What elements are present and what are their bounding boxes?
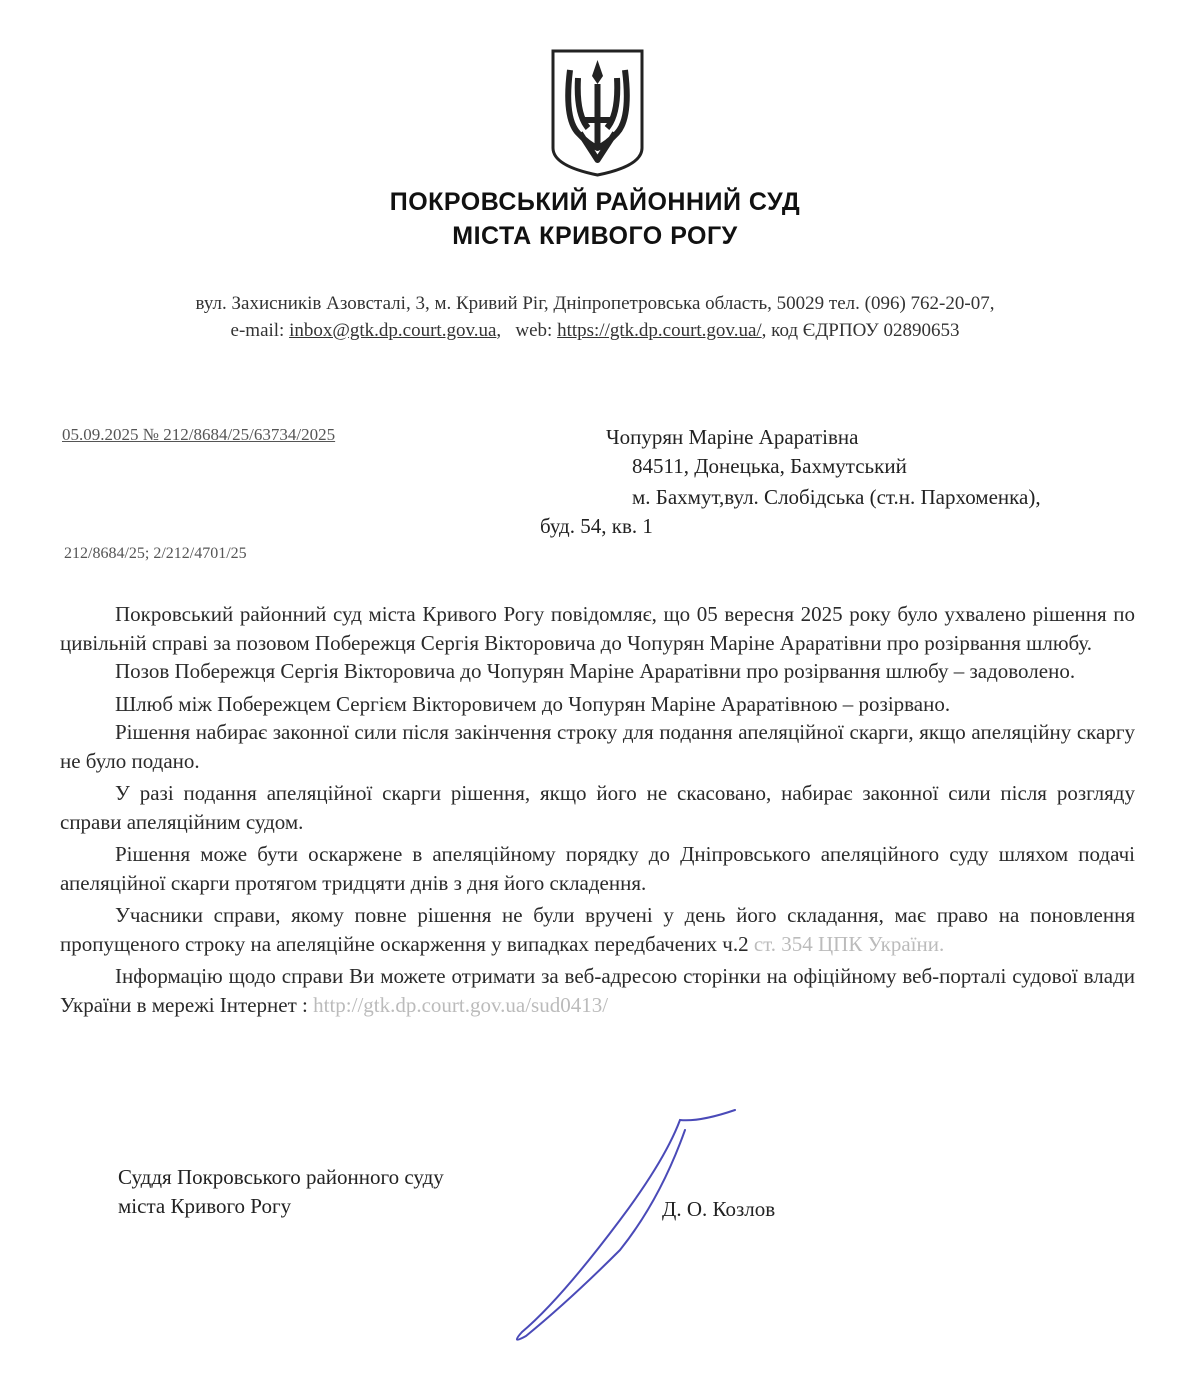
body-paragraph: Шлюб між Побережцем Сергієм Вікторовичем до Чопурян Маріне Араратівною – розірвано. — [115, 691, 951, 716]
edrpou-code: , код ЄДРПОУ 02890653 — [761, 320, 960, 341]
outgoing-reference: 05.09.2025 № 212/8684/25/63734/2025 — [62, 425, 336, 444]
coat-of-arms-trident-emblem — [550, 48, 645, 178]
case-numbers: 212/8684/25; 2/212/4701/25 — [64, 545, 247, 562]
body-paragraph — [60, 962, 1135, 1019]
faded-law-reference: ст. 354 ЦПК України. — [748, 931, 945, 956]
letter-body — [60, 600, 1135, 1019]
recipient-address-line1: 84511, Донецька, Бахмутський — [632, 454, 907, 478]
body-paragraph: Покровський районний суд міста Кривого Рогу повідомляє, що 05 вересня 2025 року було ухвалено рішення по цивільній справі за позовом Побережця Сергія Вікторовича до Чопурян Маріне Араратівни про розірвання шлюбу. — [60, 602, 1135, 655]
handwritten-signature — [500, 1100, 750, 1360]
court-contacts: e-mail: inbox@gtk.dp.court.gov.ua, web: https://gtk.dp.court.gov.ua/, код ЄДРПОУ 02890653 — [230, 320, 960, 341]
recipient-address-line2: м. Бахмут,вул. Слобідська (ст.н. Пархоменка), — [632, 485, 1041, 509]
court-page-link[interactable]: http://gtk.dp.court.gov.ua/sud0413/ — [307, 992, 609, 1017]
info-text: Інформацію щодо справи Ви можете отримати за веб-адресою сторінки на офіційному веб-порталі судової влади України в мережі Інтернет : — [60, 964, 1135, 1017]
court-name-line2: МІСТА КРИВОГО РОГУ — [452, 222, 738, 250]
court-name-line1: ПОКРОВСЬКИЙ РАЙОННИЙ СУД — [389, 188, 801, 216]
court-address: вул. Захисників Азовсталі, 3, м. Кривий Ріг, Дніпропетровська область, 50029 тел. (096) 762-20-07, — [195, 293, 995, 314]
appeal-renewal-text: Учасники справи, якому повне рішення не були вручені у день його складання, має право на поновлення пропущеного строку на апеляційне оскарження у випадках передбачених ч.2 — [60, 903, 1135, 956]
body-paragraph — [60, 901, 1135, 958]
email-label: e-mail: — [230, 320, 285, 341]
judge-title-line1: Суддя Покровського районного суду — [118, 1165, 444, 1189]
email-link[interactable]: inbox@gtk.dp.court.gov.ua — [289, 320, 497, 341]
body-paragraph: Позов Побережця Сергія Вікторовича до Чопурян Маріне Араратівни про розірвання шлюбу – задоволено. — [115, 659, 1076, 683]
judge-title-line2: міста Кривого Рогу — [118, 1194, 292, 1218]
web-label: web: — [515, 320, 553, 341]
body-paragraph: Рішення може бути оскаржене в апеляційному порядку до Дніпровського апеляційного суду шляхом подачі апеляційної скарги протягом тридцяти днів з дня його складення. — [60, 842, 1135, 895]
web-link[interactable]: https://gtk.dp.court.gov.ua/ — [557, 320, 762, 341]
recipient-address-line3: буд. 54, кв. 1 — [540, 514, 653, 538]
body-paragraph: У разі подання апеляційної скарги рішення, якщо його не скасовано, набирає законної сили після розгляду справи апеляційним судом. — [60, 781, 1135, 834]
body-paragraph: Рішення набирає законної сили після закінчення строку для подання апеляційної скарги, якщо апеляційну скаргу не було подано. — [60, 720, 1135, 773]
judge-name: Д. О. Козлов — [662, 1197, 776, 1221]
recipient-name: Чопурян Маріне Араратівна — [606, 425, 859, 449]
